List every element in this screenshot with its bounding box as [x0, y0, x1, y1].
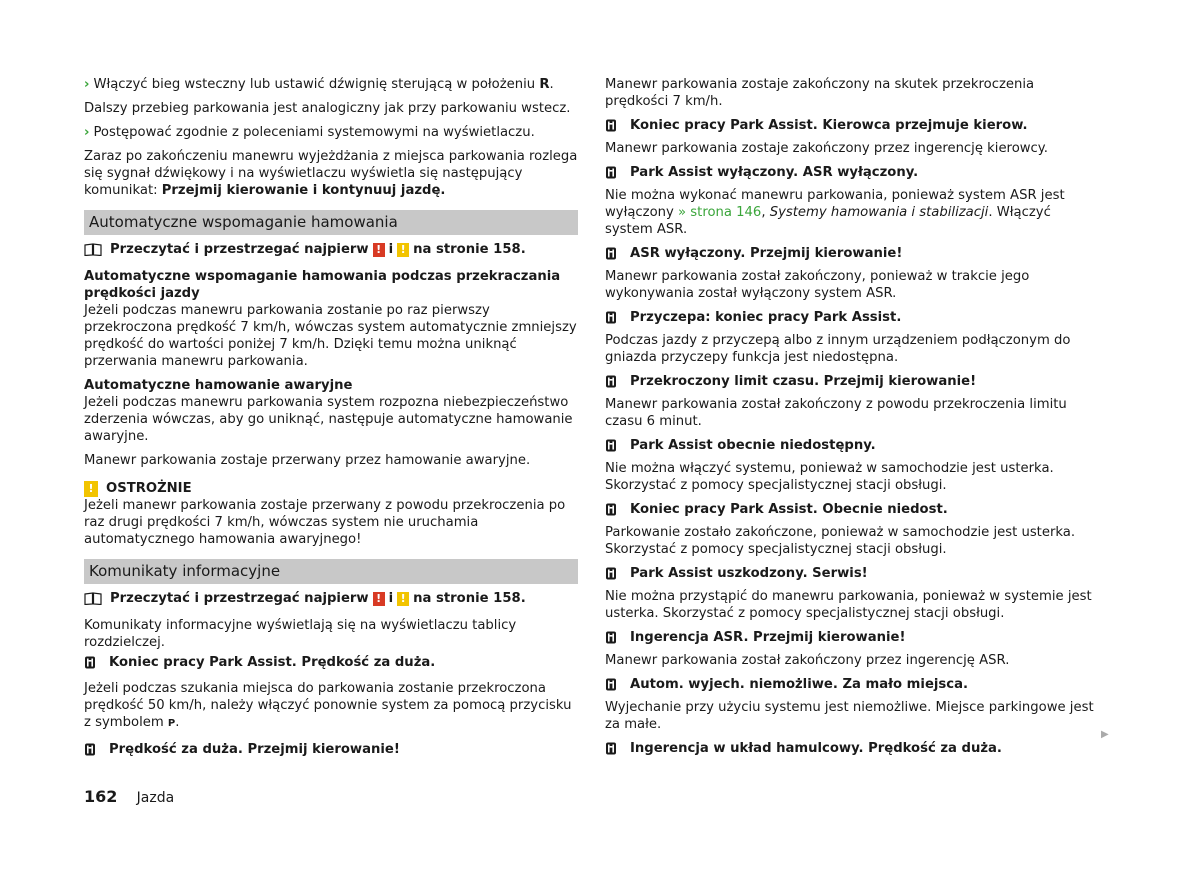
arrow-icon: › [84, 77, 90, 92]
paragraph: Nie można przystąpić do manewru parkowania, ponieważ w systemie jest usterka. Skorzystać z pomocy specjalistycznej stacji obsługi. [605, 589, 1092, 621]
display-message: Park Assist uszkodzony. Serwis! [605, 565, 1097, 582]
left-column [84, 76, 578, 764]
paragraph: Manewr parkowania zostaje zakończony na skutek przekroczenia prędkości 7 km/h. [605, 77, 1035, 109]
display-icon [605, 678, 617, 691]
display-message: Koniec pracy Park Assist. Prędkość za duża. [84, 654, 578, 671]
display-icon [84, 656, 96, 669]
display-message: Koniec pracy Park Assist. Obecnie niedost. [605, 501, 1097, 518]
paragraph: Manewr parkowania zostaje zakończony przez ingerencję kierowcy. [605, 141, 1048, 156]
paragraph: Manewr parkowania został zakończony przez ingerencję ASR. [605, 653, 1010, 668]
paragraph: Manewr parkowania został zakończony z powodu przekroczenia limitu czasu 6 minut. [605, 397, 1067, 429]
arrow-icon: › [84, 125, 90, 140]
display-icon [605, 742, 617, 755]
instruction-step: › Postępować zgodnie z poleceniami systemowymi na wyświetlaczu. [84, 125, 535, 140]
display-icon [605, 119, 617, 132]
caution-yellow-icon: ! [397, 592, 409, 606]
section-heading: Komunikaty informacyjne [84, 559, 578, 584]
right-column [605, 76, 1097, 763]
paragraph: Manewr parkowania został zakończony, ponieważ w trakcie jego wykonywania został wyłączony system ASR. [605, 269, 1030, 301]
paragraph: Jeżeli podczas manewru parkowania system rozpozna niebezpieczeństwo zderzenia wówczas, aby go uniknąć, następuje automatyczne hamowanie awaryjne. [84, 395, 573, 444]
display-message: Przyczepa: koniec pracy Park Assist. [605, 309, 1097, 326]
read-first-note: Przeczytać i przestrzegać najpierw ! i ! na stronie 158. [84, 590, 578, 607]
paragraph: Nie można wykonać manewru parkowania, ponieważ system ASR jest wyłączony » strona 146, Systemy hamowania i stabilizacji. Włączyć system ASR. [605, 188, 1065, 237]
display-icon [605, 311, 617, 324]
display-icon [605, 439, 617, 452]
paragraph: Manewr parkowania zostaje przerwany przez hamowanie awaryjne. [84, 453, 531, 468]
paragraph: Jeżeli podczas szukania miejsca do parkowania zostanie przekroczona prędkość 50 km/h, należy włączyć ponownie system za pomocą przycisku z symbolem P. [84, 681, 572, 730]
paragraph: Podczas jazdy z przyczepą albo z innym urządzeniem podłączonym do gniazda przyczepy funkcja jest niedostępna. [605, 333, 1071, 365]
caution-heading: ! OSTROŻNIE [84, 480, 578, 497]
warning-red-icon: ! [373, 243, 385, 257]
display-message: Autom. wyjech. niemożliwe. Za mało miejsca. [605, 676, 1097, 693]
caution-text: Jeżeli manewr parkowania zostaje przerwany z powodu przekroczenia po raz drugi prędkości 7 km/h, wówczas system nie uruchamia automatycznego hamowania awaryjnego! [84, 498, 566, 547]
park-symbol-icon: P [167, 718, 176, 729]
display-message: Koniec pracy Park Assist. Kierowca przejmuje kierow. [605, 117, 1097, 134]
display-message: Przekroczony limit czasu. Przejmij kierowanie! [605, 373, 1097, 390]
caution-icon: ! [84, 481, 98, 497]
display-icon [605, 166, 617, 179]
display-message: Ingerencja w układ hamulcowy. Prędkość za duża. [605, 740, 1097, 757]
display-icon [605, 631, 617, 644]
paragraph: Dalszy przebieg parkowania jest analogiczny jak przy parkowaniu wstecz. [84, 101, 571, 116]
caution-yellow-icon: ! [397, 243, 409, 257]
subheading: Automatyczne hamowanie awaryjne [84, 378, 353, 393]
section-heading: Automatyczne wspomaganie hamowania [84, 210, 578, 235]
instruction-step: › Włączyć bieg wsteczny lub ustawić dźwignię sterującą w położeniu R. [84, 77, 554, 92]
chapter-name: Jazda [136, 790, 175, 806]
display-message: Park Assist wyłączony. ASR wyłączony. [605, 164, 1097, 181]
continue-arrow-icon: ▶ [1101, 729, 1109, 740]
paragraph: Parkowanie zostało zakończone, ponieważ w samochodzie jest usterka. Skorzystać z pomocy specjalistycznej stacji obsługi. [605, 525, 1076, 557]
page-footer [84, 787, 174, 806]
display-message: Prędkość za duża. Przejmij kierowanie! [84, 741, 578, 758]
paragraph: Wyjechanie przy użyciu systemu jest niemożliwe. Miejsce parkingowe jest za małe. [605, 700, 1094, 732]
display-icon [605, 375, 617, 388]
display-icon [605, 247, 617, 260]
paragraph: Jeżeli podczas manewru parkowania zostanie po raz pierwszy przekroczona prędkość 7 km/h, wówczas system automatycznie zmniejszy prędkość do wartości poniżej 7 km/h. Dzięki temu można uniknąć przerwania manewru parkowania. [84, 303, 577, 369]
display-icon [605, 567, 617, 580]
book-icon [84, 243, 102, 256]
display-message: ASR wyłączony. Przejmij kierowanie! [605, 245, 1097, 262]
paragraph: Komunikaty informacyjne wyświetlają się na wyświetlaczu tablicy rozdzielczej. [84, 618, 517, 650]
page-number: 162 [84, 787, 118, 806]
paragraph: Nie można włączyć systemu, ponieważ w samochodzie jest usterka. Skorzystać z pomocy specjalistycznej stacji obsługi. [605, 461, 1054, 493]
warning-red-icon: ! [373, 592, 385, 606]
display-message: Ingerencja ASR. Przejmij kierowanie! [605, 629, 1097, 646]
read-first-note: Przeczytać i przestrzegać najpierw ! i ! na stronie 158. [84, 241, 578, 258]
display-message: Park Assist obecnie niedostępny. [605, 437, 1097, 454]
display-icon [605, 503, 617, 516]
page-reference-link[interactable]: » strona 146 [678, 205, 762, 220]
paragraph: Zaraz po zakończeniu manewru wyjeżdżania z miejsca parkowania rozlega się sygnał dźwiękowy i na wyświetlaczu wyświetla się następujący komunikat: Przejmij kierowanie i kontynuuj jazdę. [84, 149, 578, 198]
subheading: Automatyczne wspomaganie hamowania podczas przekraczania prędkości jazdy [84, 269, 561, 301]
book-icon [84, 592, 102, 605]
display-icon [84, 743, 96, 756]
